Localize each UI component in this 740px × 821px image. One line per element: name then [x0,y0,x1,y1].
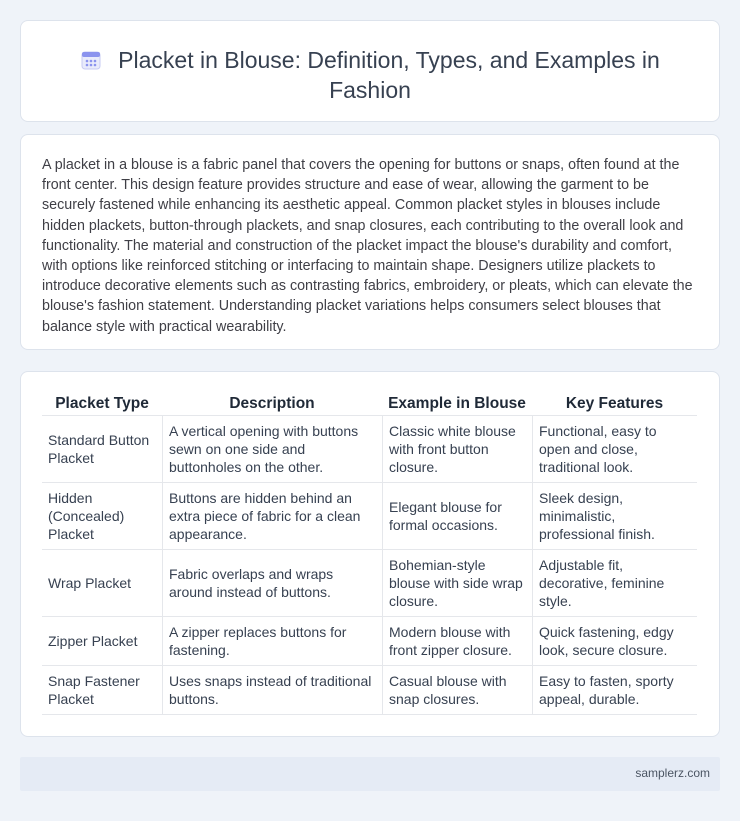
cell-placket-type: Standard Button Placket [42,416,162,483]
cell-description: Fabric overlaps and wraps around instead of buttons. [162,550,382,617]
table-row [42,666,697,715]
table-row [42,416,697,483]
placket-table [42,393,697,715]
cell-key-features: Functional, easy to open and close, traditional look. [532,416,697,483]
cell-example: Elegant blouse for formal occasions. [382,483,532,550]
page-title-wrap [21,45,719,105]
table-header-row [42,393,697,416]
page-title: Placket in Blouse: Definition, Types, and Examples in Fashion [118,47,660,103]
table-row [42,483,697,550]
header-placket-type: Placket Type [42,393,162,416]
cell-description: Uses snaps instead of traditional buttons. [162,666,382,715]
calendar-icon [80,49,102,71]
cell-example: Classic white blouse with front button closure. [382,416,532,483]
cell-description: Buttons are hidden behind an extra piece of fabric for a clean appearance. [162,483,382,550]
table-row [42,550,697,617]
footer-site-link[interactable]: samplerz.com [635,766,710,780]
cell-key-features: Adjustable fit, decorative, feminine style. [532,550,697,617]
cell-description: A zipper replaces buttons for fastening. [162,617,382,666]
cell-description: A vertical opening with buttons sewn on one side and buttonholes on the other. [162,416,382,483]
header-key-features: Key Features [532,393,697,416]
cell-example: Modern blouse with front zipper closure. [382,617,532,666]
cell-placket-type: Hidden (Concealed) Placket [42,483,162,550]
title-card [20,20,720,122]
cell-placket-type: Zipper Placket [42,617,162,666]
footer-bar [20,757,720,791]
intro-paragraph: A placket in a blouse is a fabric panel that covers the opening for buttons or snaps, often found at the front center. This design feature provides structure and ease of wear, allowing the garment to be securely fastened while enhancing its aesthetic appeal. Common placket styles in blouses include hidden plackets, button-through plackets, and snap closures, each contributing to the overall look and functionality. The material and construction of the placket impact the blouse's durability and comfort, with options like reinforced stitching or interfacing to maintain shape. Designers utilize plackets to introduce decorative elements such as contrasting fabrics, embroidery, or pleats, which can elevate the blouse's fashion statement. Understanding placket variations helps consumers select blouses that balance style with practical wearability. [42,157,693,335]
header-example: Example in Blouse [382,393,532,416]
cell-key-features: Sleek design, minimalistic, professional finish. [532,483,697,550]
cell-key-features: Quick fastening, edgy look, secure closure. [532,617,697,666]
table-card [20,371,720,737]
cell-placket-type: Snap Fastener Placket [42,666,162,715]
table-row [42,617,697,666]
intro-card [20,134,720,350]
cell-placket-type: Wrap Placket [42,550,162,617]
cell-key-features: Easy to fasten, sporty appeal, durable. [532,666,697,715]
cell-example: Casual blouse with snap closures. [382,666,532,715]
cell-example: Bohemian-style blouse with side wrap closure. [382,550,532,617]
header-description: Description [162,393,382,416]
